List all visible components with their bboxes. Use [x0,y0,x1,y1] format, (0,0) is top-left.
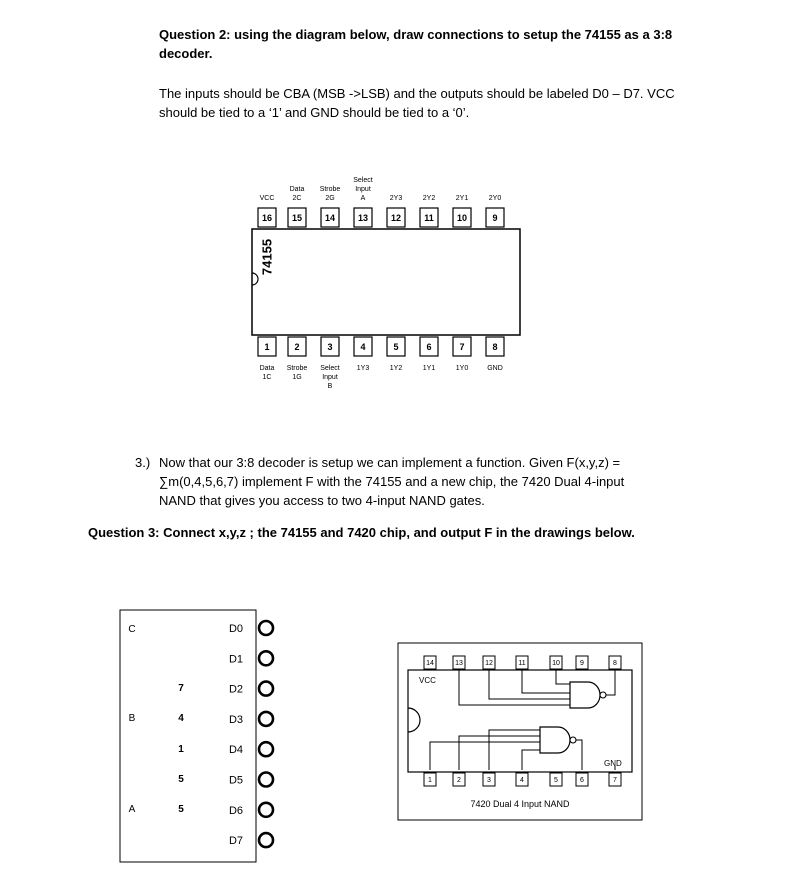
chip-7420-pin-number: 5 [554,777,558,784]
chip-74155-pin-label: 1Y0 [455,365,469,372]
chip-7420-vcc-label: VCC [419,676,436,685]
chip-7420-pin-number: 8 [613,660,617,667]
chip-7420-pin-number: 1 [428,777,432,784]
chip-74155-pin-label: Input [355,186,371,193]
chip-7420-bottom-pins [424,773,621,786]
chip-7420-body [408,670,632,772]
question3-item-line3: NAND that gives you access to two 4-input NAND gates. [159,493,485,508]
decoder-output-label-d5: D5 [228,774,243,787]
decoder-output-label-d1: D1 [228,653,243,666]
decoder-box [120,610,256,862]
chip-7420-pin-number: 3 [487,777,491,784]
chip-74155-pin-label: 2Y0 [488,195,502,202]
decoder-output-label-d0: D0 [228,623,243,635]
chip-74155-name: 74155 [259,238,275,276]
chip-74155-pin-label: GND [487,365,503,372]
chip-74155-pin-label: 2Y3 [389,195,403,202]
chip-74155-pin-number: 9 [492,213,498,223]
decoder-input-a: A [128,804,136,815]
chip-74155-pin-label: Select [320,365,340,372]
chip-74155-pin-number: 3 [327,342,333,352]
question3-item-number: 3.) [135,455,151,470]
decoder-output-terminal-d2[interactable] [259,682,273,696]
decoder-middle-digits [178,683,184,815]
decoder-output-terminal-d5[interactable] [259,773,273,787]
decoder-input-c: C [128,624,136,635]
question2-title-line2: decoder. [159,46,213,61]
chip-74155-pin-number: 13 [357,213,369,223]
chip-74155-pin-label: 1G [292,374,302,381]
chip-74155-pin-number: 1 [264,342,270,352]
chip-7420-pin-number: 10 [552,660,560,667]
decoder-output-label-d4: D4 [228,744,243,757]
chip-74155-pin-label: 1Y3 [356,365,370,372]
chip-74155-pin-label: Data [289,186,305,193]
question2-body-line1: The inputs should be CBA (MSB ->LSB) and the outputs should be labeled D0 – D7. VCC [159,86,675,101]
chip-74155-pin-label: Input [322,374,338,381]
chip-74155-pin-label: 1Y1 [422,365,436,372]
chip-7420-pin-number: 12 [485,660,493,667]
nand-gate-2 [540,727,570,753]
decoder-outputs [229,621,273,847]
chip-74155-pin-number: 14 [324,213,336,223]
decoder-input-b: B [128,713,136,724]
chip-74155-pin-number: 5 [393,342,399,352]
chip-74155-pin-label: 2Y2 [422,195,436,202]
nand-gate-2-bubble [570,737,576,743]
chip-7420-pin-number: 4 [520,777,524,784]
decoder-output-label-d3: D3 [228,713,243,726]
chip-74155-pin-number: 7 [459,342,465,352]
chip-74155-pin-number: 10 [456,213,468,223]
chip-74155-pin-label: Select [353,177,373,184]
chip-7420-pin-number: 6 [580,777,584,784]
chip-74155-pin-number: 4 [360,342,366,352]
chip-74155-pin-number: 8 [492,342,498,352]
chip-7420-pin-number: 2 [457,777,461,784]
decoder-input-labels [128,624,135,815]
decoder-output-label-d6: D6 [228,804,243,817]
chip-74155-pin-number: 2 [294,342,300,352]
chip-74155-pin-label: B [327,383,333,390]
nand-gate-1 [570,682,600,708]
chip-7420-gnd-label: GND [604,759,622,768]
decoder-middle-digit: 1 [178,744,184,755]
question3-title: Question 3: Connect x,y,z ; the 74155 and 7420 chip, and output F in the drawings below. [88,525,635,540]
chip-74155-pin-label: Data [259,365,275,372]
chip-74155-pin-label: 1C [262,374,272,381]
decoder-middle-digit: 5 [178,774,184,785]
question2-body-line2: should be tied to a ‘1’ and GND should be tied to a ‘0’. [159,105,470,120]
decoder-output-label-d2: D2 [228,683,243,696]
decoder-middle-digit: 4 [178,713,184,724]
chip-74155-pin-label: 2G [325,195,335,202]
chip-74155-pin-label: 2Y1 [455,195,469,202]
chip-74155-pin-number: 11 [424,213,434,223]
decoder-middle-digit: 7 [178,683,184,694]
chip-74155-pin-label: VCC [259,195,275,202]
decoder-output-terminal-d0[interactable] [259,621,273,635]
question3-item-line2: ∑m(0,4,5,6,7) implement F with the 74155 and a new chip, the 7420 Dual 4-input [159,474,625,489]
chip-74155-pin-label: Strobe [286,365,308,372]
decoder-output-terminal-d3[interactable] [259,712,273,726]
decoder-output-terminal-d7[interactable] [259,833,273,847]
chip-74155-pin-label: 2C [292,195,302,202]
chip-7420-caption: 7420 Dual 4 Input NAND [470,799,570,809]
chip-7420-top-pins [424,656,621,669]
chip-7420-pin-number: 14 [426,660,434,667]
decoder-output-terminal-d4[interactable] [259,742,273,756]
decoder-output-terminal-d1[interactable] [259,651,273,665]
chip-7420-pin-number: 11 [518,660,526,667]
nand-gate-1-bubble [600,692,606,698]
chip-7420-pin-number: 9 [580,660,584,667]
chip-7420-pin-number: 7 [613,777,617,784]
chip-74155-pin-number: 6 [426,342,432,352]
chip-74155-pin-label: A [360,195,366,202]
chip-74155-pin-number: 15 [291,213,303,223]
chip-7420-pin-number: 13 [455,660,463,667]
chip-74155-pin-number: 12 [390,213,402,223]
question3-item-line1: Now that our 3:8 decoder is setup we can implement a function. Given F(x,y,z) = [159,455,621,470]
decoder-output-terminal-d6[interactable] [259,803,273,817]
chip-74155-pin-label: 1Y2 [389,365,403,372]
chip-74155-pin-label: Strobe [319,186,341,193]
decoder-middle-digit: 5 [178,804,184,815]
question2-title-line1: Question 2: using the diagram below, draw connections to setup the 74155 as a 3:8 [159,27,673,42]
chip-74155-pin-number: 16 [261,213,273,223]
decoder-output-label-d7: D7 [228,835,243,848]
